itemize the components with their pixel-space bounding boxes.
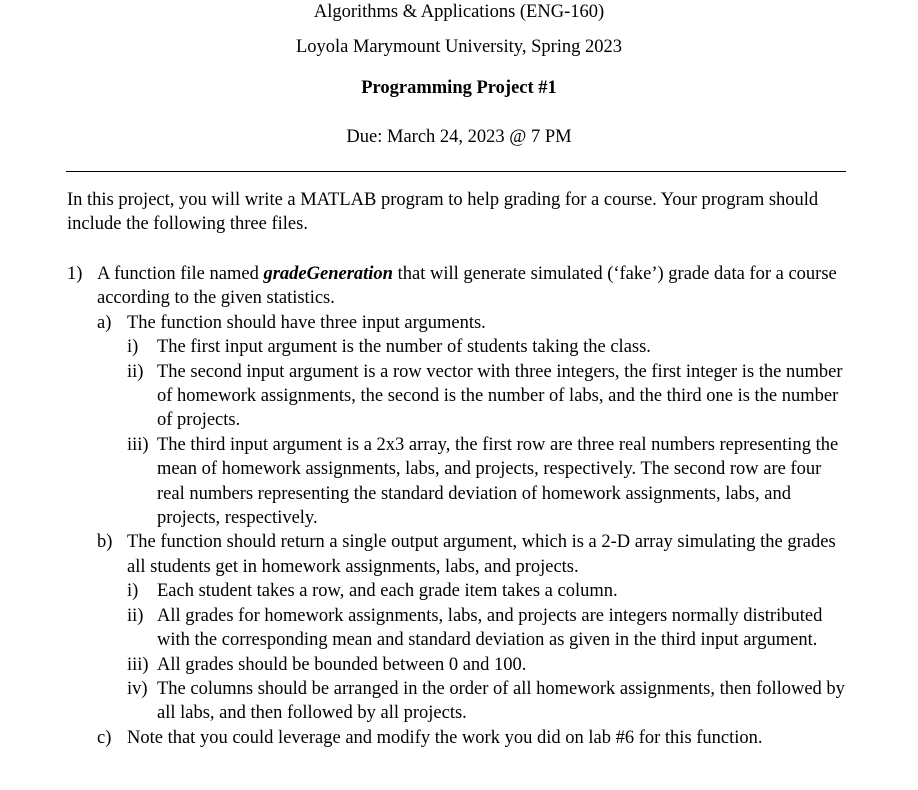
project-title: Programming Project #1 [361,78,557,98]
list-item-c [0,726,849,750]
list-item-1 [0,262,849,311]
list-item-text: All grades should be bounded between 0 and 100. [157,654,527,675]
list-item-text: Each student takes a row, and each grade item takes a column. [157,581,618,602]
list-item-label: i) [127,581,139,602]
list-item-b [0,530,849,579]
list-item-text: that will generate simulated (‘fake’) grade data for a course according to the given statistics. [97,264,837,309]
list-item-label: a) [97,312,112,333]
list-item-a-iii [0,433,849,531]
list-item-label: i) [127,337,139,358]
list-item-text: The columns should be arranged in the order of all homework assignments, then followed by all labs, and then followed by all projects. [157,678,845,724]
list-item-b-iii [0,653,849,677]
list-item-label: iii) [127,654,149,675]
list-item-label: iii) [127,434,149,455]
list-item-b-i [0,579,849,603]
list-item-text: The first input argument is the number of students taking the class. [157,337,651,358]
list-item-label: iv) [127,678,148,699]
university-line: Loyola Marymount University, Spring 2023 [295,37,623,57]
list-item-b-iv [0,677,849,726]
list-item-text: Note that you could leverage and modify the work you did on lab #6 for this function. [127,727,763,748]
horizontal-divider [66,171,846,172]
function-name: gradeGeneration [263,264,393,284]
list-item-label: ii) [127,605,144,626]
list-item-label: 1) [67,264,83,284]
due-date: Due: March 24, 2023 @ 7 PM [346,127,572,147]
list-item-text: The function should return a single output argument, which is a 2-D array simulating the grades all students get in homework assignments, labs, and projects. [127,532,836,577]
list-item-a-ii [0,360,849,433]
list-item-text: The third input argument is a 2x3 array, the first row are three real numbers representing the mean of homework assignments, labs, and projects, respectively. The second row are four real numbers representing the standard deviation of homework assignments, labs, and projects, respectively. [157,434,839,529]
list-item-text: A function file named [97,264,264,284]
list-item-a [0,311,849,335]
intro-paragraph: In this project, you will write a MATLAB program to help grading for a course. Your program should include the following three files. [67,190,819,235]
list-item-text: All grades for homework assignments, labs, and projects are integers normally distributed with the corresponding mean and standard deviation as given in the third input argument. [157,605,823,651]
course-title: Algorithms & Applications (ENG-160) [313,2,605,22]
list-item-b-ii [0,604,849,653]
list-item-text: The function should have three input arguments. [127,312,486,333]
list-item-label: ii) [127,361,144,382]
list-item-label: b) [97,532,113,553]
list-item-label: c) [97,727,112,748]
list-item-a-i [0,335,849,359]
requirements-list [0,262,918,750]
list-item-text: The second input argument is a row vector with three integers, the first integer is the number of homework assignments, the second is the number of labs, and the third one is the number of projects. [157,361,843,431]
